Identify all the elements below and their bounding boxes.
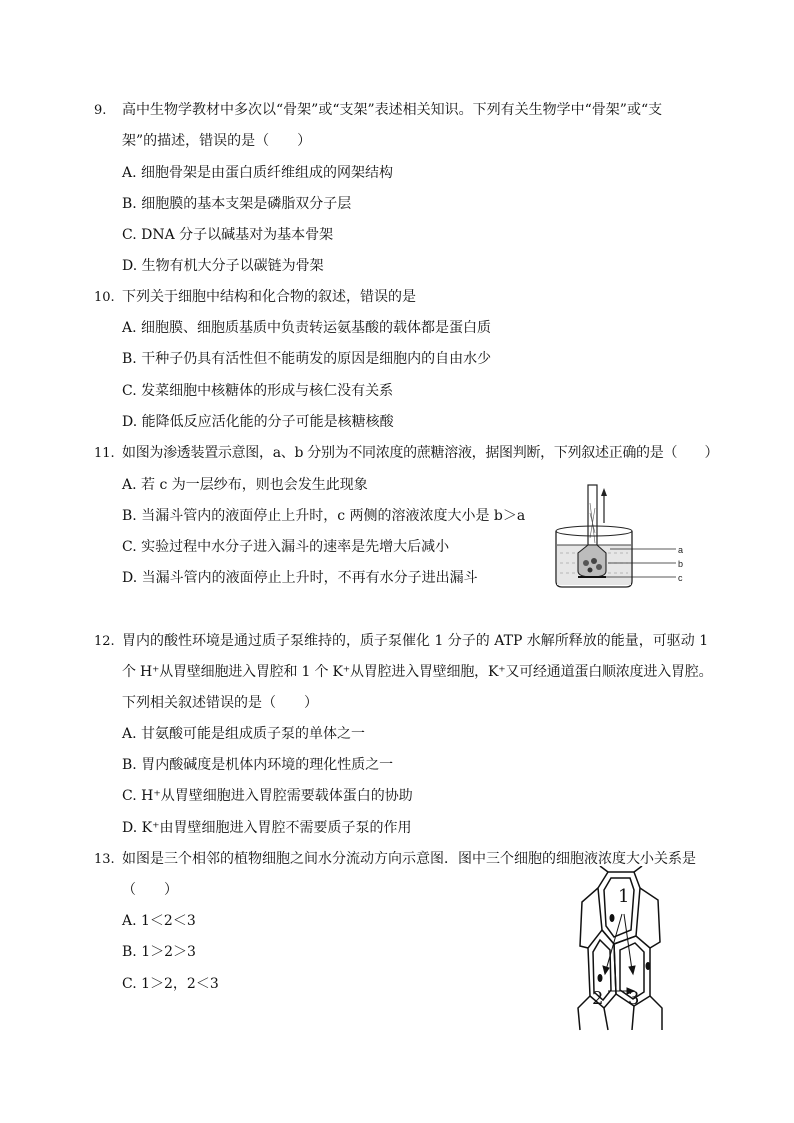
cell-label-1: 1 (618, 886, 630, 907)
cell-label-3: 3 (628, 988, 640, 1009)
option-c: C. H⁺从胃壁细胞进入胃腔需要载体蛋白的协助 (122, 788, 413, 804)
label-a: a (678, 545, 684, 555)
option-d: D. 生物有机大分子以碳链为骨架 (122, 258, 324, 274)
question-stem: 胃内的酸性环境是通过质子泵维持的，质子泵催化 1 分子的 ATP 水解所释放的能量，可驱动 1 (122, 633, 709, 649)
option-c: C. DNA 分子以碱基对为基本骨架 (122, 227, 334, 243)
question-stem: 架”的描述，错误的是（ ） (122, 133, 312, 149)
option-c: C. 1＞2，2＜3 (122, 976, 219, 992)
question-number: 11. (94, 446, 115, 461)
option-d: D. 当漏斗管内的液面停止上升时，不再有水分子进出漏斗 (122, 570, 478, 586)
question-stem: 如图是三个相邻的植物细胞之间水分流动方向示意图．图中三个细胞的细胞液浓度大小关系是 (122, 851, 696, 867)
option-a: A. 甘氨酸可能是组成质子泵的单体之一 (122, 726, 366, 742)
option-d: D. 能降低反应活化能的分子可能是核糖核酸 (122, 414, 394, 430)
option-c: C. 实验过程中水分子进入漏斗的速率是先增大后减小 (122, 539, 450, 555)
question-number: 10. (94, 290, 115, 305)
option-c: C. 发菜细胞中核糖体的形成与核仁没有关系 (122, 383, 394, 399)
plant-cells-figure (570, 866, 670, 1032)
question-stem: 个 H⁺从胃壁细胞进入胃腔和 1 个 K⁺从胃腔进入胃壁细胞，K⁺又可经通道蛋白顺浓度进入胃腔。 (122, 664, 713, 680)
plant-cells-drawing (570, 866, 670, 1032)
question-stem: 下列相关叙述错误的是（ ） (122, 695, 318, 711)
cell-label-2: 2 (592, 988, 604, 1009)
osmosis-apparatus-figure (548, 483, 698, 593)
option-a: A. 细胞骨架是由蛋白质纤维组成的网架结构 (122, 165, 394, 181)
option-a: A. 若 c 为一层纱布，则也会发生此现象 (122, 477, 368, 493)
question-stem: 高中生物学教材中多次以“骨架”或“支架”表述相关知识。下列有关生物学中“骨架”或“支 (122, 102, 663, 118)
option-b: B. 当漏斗管内的液面停止上升时，c 两侧的溶液浓度大小是 b＞a (122, 508, 526, 524)
label-c: c (678, 573, 683, 583)
question-number: 9. (94, 103, 107, 118)
question-stem: 如图为渗透装置示意图，a、b 分别为不同浓度的蔗糖溶液，据图判断，下列叙述正确的是（ ） (122, 445, 719, 461)
option-d: D. K⁺由胃壁细胞进入胃腔不需要质子泵的作用 (122, 820, 412, 836)
option-a: A. 1＜2＜3 (122, 913, 196, 929)
option-b: B. 细胞膜的基本支架是磷脂双分子层 (122, 196, 352, 212)
label-b: b (678, 559, 684, 569)
option-b: B. 1＞2＞3 (122, 944, 196, 960)
option-b: B. 胃内酸碱度是机体内环境的理化性质之一 (122, 757, 394, 773)
option-b: B. 干种子仍具有活性但不能萌发的原因是细胞内的自由水少 (122, 351, 492, 367)
option-a: A. 细胞膜、细胞质基质中负责转运氨基酸的载体都是蛋白质 (122, 320, 492, 336)
question-number: 13. (94, 852, 115, 867)
question-number: 12. (94, 634, 115, 649)
osmosis-apparatus-drawing (548, 483, 698, 593)
question-stem: 下列关于细胞中结构和化合物的叙述，错误的是 (122, 289, 416, 305)
question-stem: （ ） (122, 882, 178, 898)
